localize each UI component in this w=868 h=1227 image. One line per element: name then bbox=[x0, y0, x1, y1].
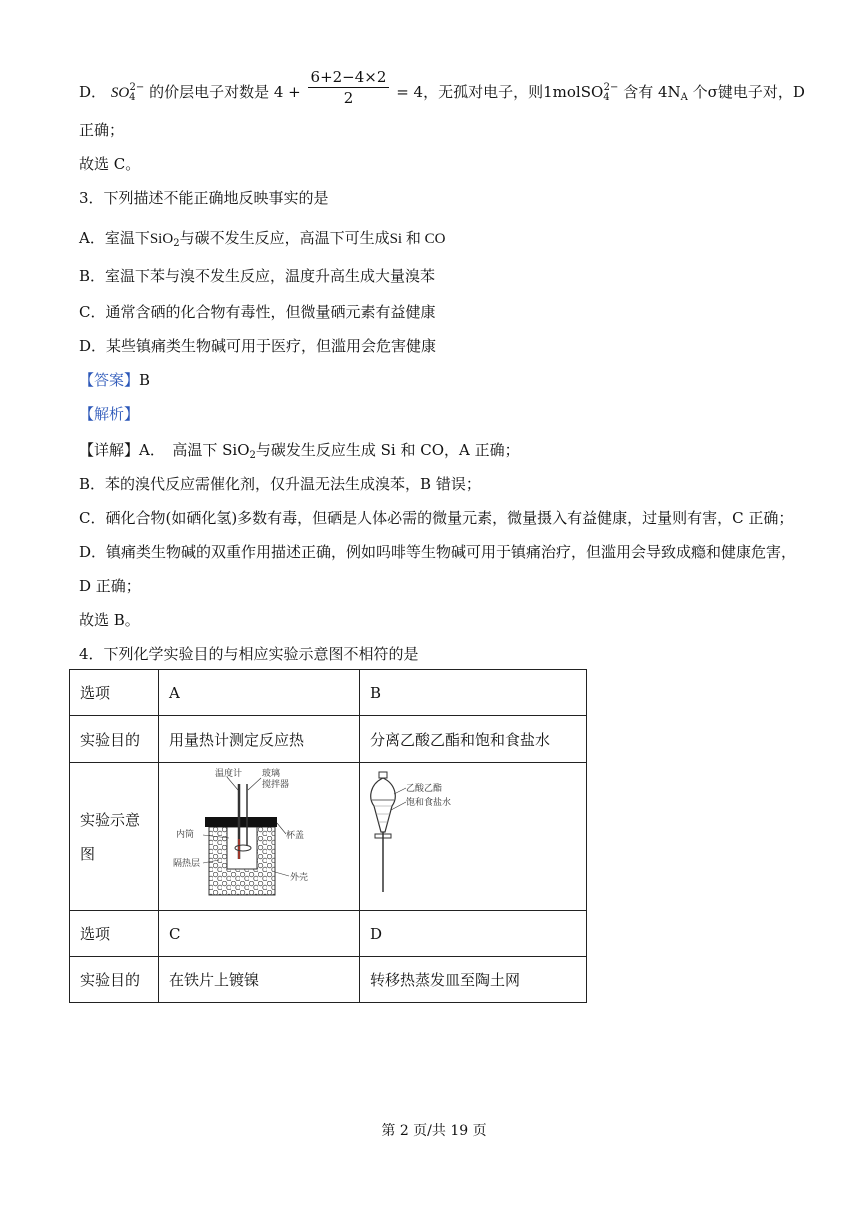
q3-detail-c: C．硒化合物(如硒化氢)多数有毒，但硒是人体必需的微量元素，微量摄入有益健康，过量则有害，C 正确； bbox=[79, 509, 794, 527]
table-row: 选项 A B bbox=[70, 670, 587, 716]
label-cup-lid: 杯盖 bbox=[286, 830, 305, 841]
table-row: 实验目的 用量热计测定反应热 分离乙酸乙酯和饱和食盐水 bbox=[70, 716, 587, 763]
inner-cup bbox=[227, 827, 257, 869]
q3-stem: 3．下列描述不能正确地反映事实的是 bbox=[79, 189, 329, 207]
q3-detail-a: 【详解】A． 高温下 SiO$_2$与碳发生反应生成 Si 和 CO，A 正确； bbox=[79, 441, 520, 461]
q3-option-b: B．室温下苯与溴不发生反应，温度升高生成大量溴苯 bbox=[79, 267, 436, 285]
label-brine: 饱和食盐水 bbox=[406, 797, 452, 808]
q4-table bbox=[69, 669, 587, 1003]
q3-detail-d-cont: D 正确； bbox=[79, 577, 141, 595]
choose-c: 故选 C。 bbox=[79, 155, 141, 173]
funnel-diagram-cell bbox=[360, 763, 587, 911]
label-ester: 乙酸乙酯 bbox=[406, 783, 443, 794]
table-row: 选项 C D bbox=[70, 911, 587, 957]
label-stirrer-2: 搅拌器 bbox=[262, 779, 290, 790]
diagram-label-cell: 实验示意 图 bbox=[70, 763, 159, 911]
label-stirrer-1: 玻璃 bbox=[262, 768, 281, 779]
calorimeter-diagram bbox=[159, 764, 349, 910]
label-thermometer: 温度计 bbox=[215, 768, 243, 779]
page-footer: 第 2 页/共 19 页 bbox=[381, 1123, 487, 1139]
q3-option-c: C．通常含硒的化合物有毒性，但微量硒元素有益健康 bbox=[79, 303, 436, 321]
option-d-line: D． $SO_4^{2-}$ 的价层电子对数是 4 + $\frac{6+2-4\times 2}{2}$ = 4，无孤对电子，则1molSO$_4^{2-}$ 含有 $4N_A$ 个σ键电子对，D bbox=[79, 67, 805, 107]
separatory-funnel-diagram bbox=[360, 764, 576, 910]
q3-option-a: A．室温下SiO$_2$与碳不发生反应，高温下可生成Si 和 CO bbox=[79, 229, 446, 249]
q4-stem: 4．下列化学实验目的与相应实验示意图不相符的是 bbox=[79, 645, 419, 663]
q3-choose: 故选 B。 bbox=[79, 611, 140, 629]
label-insulation: 隔热层 bbox=[173, 858, 201, 869]
q3-detail-b: B．苯的溴代反应需催化剂，仅升温无法生成溴苯，B 错误； bbox=[79, 475, 481, 493]
calorimeter-diagram-cell bbox=[159, 763, 360, 911]
table-row bbox=[70, 763, 587, 911]
option-d-continuation: 正确； bbox=[79, 121, 125, 139]
q3-analysis-tag: 【解析】 bbox=[79, 405, 140, 423]
cup-lid bbox=[205, 817, 277, 827]
funnel-icon bbox=[371, 778, 395, 832]
fraction: $\frac{6+2-4\times 2}{2}$ bbox=[308, 67, 390, 108]
q3-answer: 【答案】B bbox=[79, 371, 151, 389]
q3-detail-d: D．镇痛类生物碱的双重作用描述正确，例如吗啡等生物碱可用于镇痛治疗，但滥用会导致成瘾和健康危害， bbox=[79, 543, 797, 561]
table-row: 实验目的 在铁片上镀镍 转移热蒸发皿至陶土网 bbox=[70, 957, 587, 1003]
label-inner: 内筒 bbox=[176, 829, 195, 840]
label-shell: 外壳 bbox=[290, 872, 309, 883]
q3-option-d: D．某些镇痛类生物碱可用于医疗，但滥用会危害健康 bbox=[79, 337, 437, 355]
